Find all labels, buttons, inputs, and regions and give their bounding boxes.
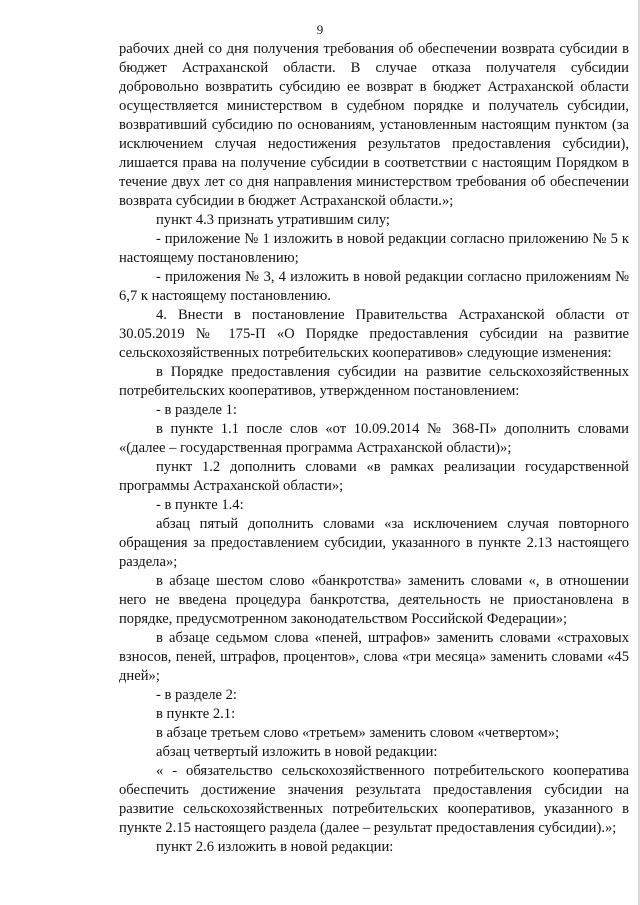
paragraph: - в разделе 1: [156,402,237,418]
paragraph: в абзаце седьмом слова «пеней, штрафов» заменить словами «страховых взносов, пеней, штрафов, процентов», слова «три месяца» заменить словами «45 дней»; [119,630,629,684]
paragraph: абзац четвертый изложить в новой редакции: [156,744,438,760]
paragraph: - приложения № 3, 4 изложить в новой редакции согласно приложениям № 6,7 к настоящему постановлению. [119,269,629,304]
paragraph: в абзаце третьем слово «третьем» заменить словом «четвертом»; [156,725,560,741]
paragraph: в пункте 2.1: [156,706,236,722]
paragraph: в абзаце шестом слово «банкротства» заменить словами «, в отношении него не введена процедура банкротства, деятельность не приостановлена в порядке, предусмотренном законодательством Российской Федерации»; [119,573,629,627]
paragraph: пункт 2.6 изложить в новой редакции: [156,839,394,855]
paragraph: - приложение № 1 изложить в новой редакции согласно приложению № 5 к настоящему постановлению; [119,231,629,266]
paragraph: рабочих дней со дня получения требования об обеспечении возврата субсидии в бюджет Астраханской области. В случае отказа получателя субсидии добровольно возвратить субсидию ее возврат в бюджет Астраханской области осуществляется министерством в судебном порядке и получатель субсидии, возвративший субсидию по основаниям, установленным настоящим пунктом (за исключением случая недостижения результатов предоставления субсидии), лишается права на получение субсидии в соответствии с настоящим Порядком в течение двух лет со дня направления министерством требования об обеспечении возврата субсидии в бюджет Астраханской области.»; [119,41,629,209]
paragraph: в пункте 1.1 после слов «от 10.09.2014 № 368-П» дополнить словами «(далее – государственная программа Астраханской области)»; [119,421,629,456]
paragraph: « - обязательство сельскохозяйственного потребительского кооператива обеспечить достижение значения результата предоставления субсидии на развитие сельскохозяйственных потребительских кооперативов, указанного в пункте 2.15 настоящего раздела (далее – результат предоставления субсидии).»; [119,763,629,836]
paragraph: 4. Внести в постановление Правительства Астраханской области от 30.05.2019 № 175-П «О Порядке предоставления субсидии на развитие сельскохозяйственных потребительских кооперативов» следующие изменения: [119,307,629,361]
paragraph: абзац пятый дополнить словами «за исключением случая повторного обращения за предоставлением субсидии, указанного в пункте 2.13 настоящего раздела»; [119,516,629,570]
paragraph: пункт 1.2 дополнить словами «в рамках реализации государственной программы Астраханской области»; [119,459,629,494]
paragraph: в Порядке предоставления субсидии на развитие сельскохозяйственных потребительских кооперативов, утвержденном постановлением: [119,364,629,399]
paragraph: - в разделе 2: [156,687,237,703]
paragraph: пункт 4.3 признать утратившим силу; [156,212,390,228]
document-body [119,40,629,857]
paragraph: - в пункте 1.4: [156,497,244,513]
page-number: 9 [316,22,324,37]
